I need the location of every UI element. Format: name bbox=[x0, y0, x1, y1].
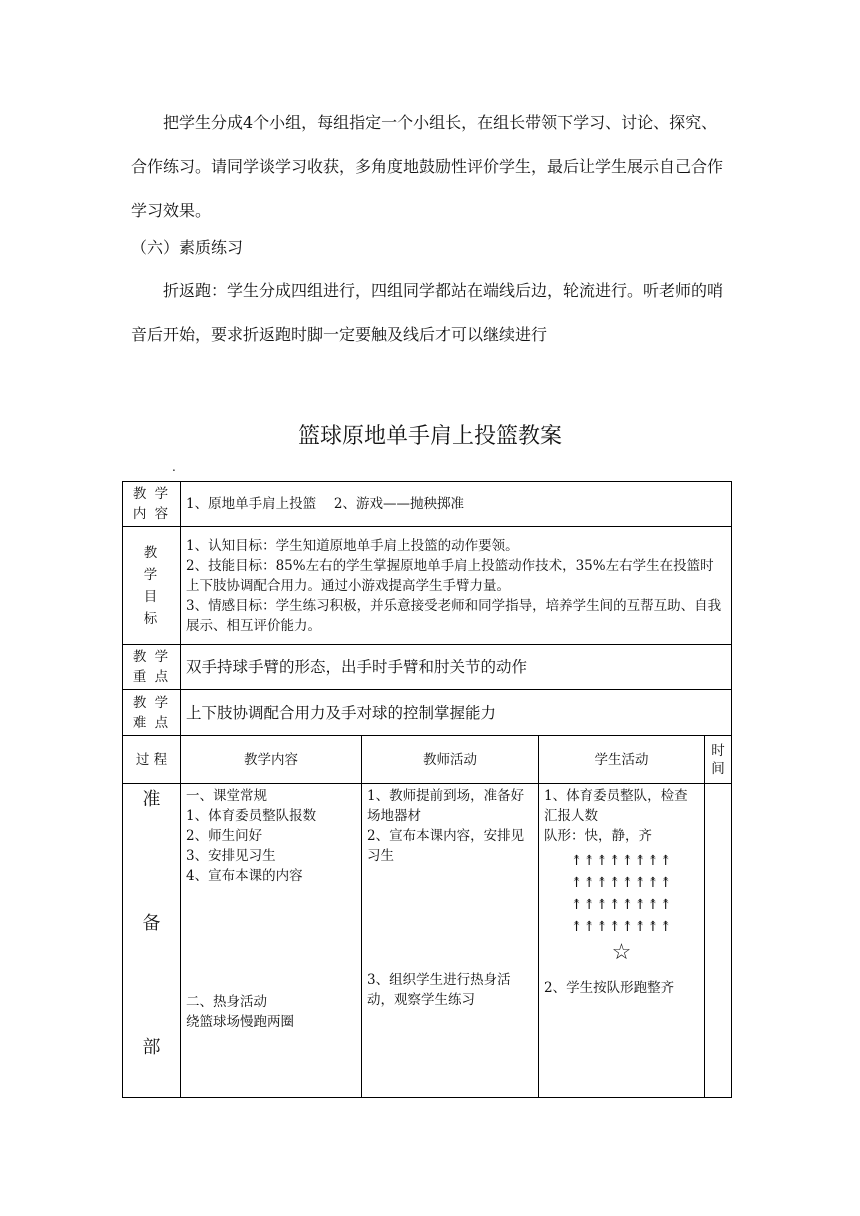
row-teaching-focus bbox=[123, 645, 732, 690]
teaching-difficulty-value: 上下肢协调配合用力及手对球的控制掌握能力 bbox=[181, 690, 732, 736]
preparation-teacher: 1、教师提前到场，准备好场地器材 2、宣布本课内容，安排见习生 3、组织学生进行热身活动，观察学生练习 bbox=[362, 784, 539, 1098]
teaching-focus-value: 双手持球手臂的形态，出手时手臂和肘关节的动作 bbox=[181, 645, 732, 690]
row-column-headers bbox=[123, 736, 732, 784]
formation-row: ↟↟↟↟↟↟↟↟ bbox=[570, 919, 673, 935]
formation-row: ↟↟↟↟↟↟↟↟ bbox=[570, 897, 673, 913]
header-process: 过 程 bbox=[123, 736, 181, 784]
teaching-focus-label: 教 学 重 点 bbox=[123, 645, 181, 690]
preparation-time bbox=[705, 784, 732, 1098]
preparation-content: 一、课堂常规 1、体育委员整队报数 2、师生问好 3、安排见习生 4、宣布本课的内容 二、热身活动 绕篮球场慢跑两圈 bbox=[181, 784, 362, 1098]
row-teaching-goals bbox=[123, 527, 732, 645]
goal-emotion: 3、情感目标：学生练习积极，并乐意接受老师和同学指导，培养学生间的互帮互助、自我展示、相互评价能力。 bbox=[186, 597, 722, 634]
goal-cognitive: 1、认知目标：学生知道原地单手肩上投篮的动作要领。 bbox=[186, 537, 519, 554]
teacher-star-icon: ☆ bbox=[611, 940, 632, 965]
stray-dot: . bbox=[172, 460, 176, 474]
teaching-content-label: 教 学 内 容 bbox=[123, 482, 181, 527]
header-student: 学生活动 bbox=[539, 736, 705, 784]
row-preparation bbox=[123, 784, 732, 1098]
formation-diagram bbox=[544, 850, 699, 968]
teaching-goals-label: 教 学 目 标 bbox=[123, 527, 181, 645]
preparation-student: 1、体育委员整队，检查汇报人数 队形：快，静，齐 ↟↟↟↟↟↟↟↟ ↟↟↟↟↟↟↟↟ ↟↟↟↟↟↟↟↟ ↟↟↟↟↟↟↟↟ ☆ 2、学生按队形跑整齐 bbox=[539, 784, 705, 1098]
row-teaching-difficulty bbox=[123, 690, 732, 736]
header-time: 时间 bbox=[705, 736, 732, 784]
teaching-difficulty-label: 教 学 难 点 bbox=[123, 690, 181, 736]
header-content: 教学内容 bbox=[181, 736, 362, 784]
row-teaching-content bbox=[123, 482, 732, 527]
stage-preparation: 准 备 部 bbox=[123, 784, 181, 1098]
section-heading-6: （六）素质练习 bbox=[131, 238, 244, 257]
intro-paragraph-2: 折返跑：学生分成四组进行，四组同学都站在端线后边，轮流进行。听老师的哨音后开始，要求折返跑时脚一定要触及线后才可以继续进行 bbox=[131, 281, 724, 344]
intro-paragraph-1: 把学生分成4个小组，每组指定一个小组长，在组长带领下学习、讨论、探究、合作练习。请同学谈学习收获，多角度地鼓励性评价学生，最后让学生展示自己合作学习效果。 bbox=[131, 113, 724, 220]
page-title: 篮球原地单手肩上投篮教案 bbox=[297, 424, 562, 449]
formation-row: ↟↟↟↟↟↟↟↟ bbox=[570, 875, 673, 891]
formation-row: ↟↟↟↟↟↟↟↟ bbox=[570, 853, 673, 869]
goal-skill: 2、技能目标：85%左右的学生掌握原地单手肩上投篮动作技术，35%左右学生在投篮时上下肢协调配合用力。通过小游戏提高学生手臂力量。 bbox=[186, 557, 714, 594]
teaching-content-value: 1、原地单手肩上投篮 2、游戏——抛秧掷准 bbox=[181, 482, 732, 527]
teaching-goals-value bbox=[181, 527, 732, 645]
header-teacher: 教师活动 bbox=[362, 736, 539, 784]
lesson-plan-table bbox=[122, 481, 732, 1098]
